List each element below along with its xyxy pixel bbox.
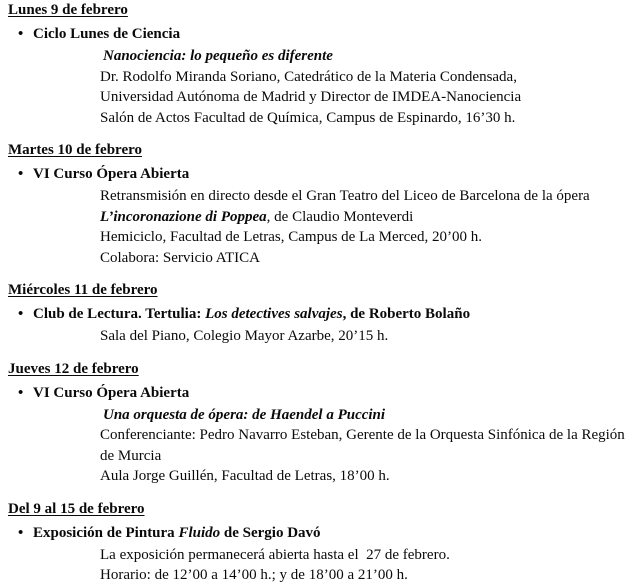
event-title <box>0 164 640 185</box>
detail-text-post: , de Claudio Monteverdi <box>266 208 414 225</box>
event-details <box>0 186 640 268</box>
event-title-text: VI Curso Ópera Abierta <box>33 384 190 401</box>
event-work-title: Una orquesta de ópera: de Haendel a Puccini <box>103 406 386 423</box>
day-heading <box>0 499 640 519</box>
day-heading-text: Martes 10 de febrero <box>8 142 142 158</box>
day-section-miercoles <box>0 280 640 347</box>
day-heading-text: Lunes 9 de febrero <box>8 2 128 18</box>
event-entry <box>0 304 640 347</box>
day-section-martes <box>0 140 640 268</box>
detail-text-emphasis: L’incoronazione di Poppea <box>100 208 267 225</box>
event-work-title: Nanociencia: lo pequeño es diferente <box>103 48 333 64</box>
event-title <box>0 523 640 544</box>
detail-line: Sala del Piano, Colegio Mayor Azarbe, 20’15 h. <box>100 328 389 344</box>
detail-line-rich <box>100 186 634 227</box>
event-title-text-post: de Sergio Davó <box>220 524 321 541</box>
bullet-icon: • <box>18 524 24 541</box>
detail-line: Colabora: Servicio ATICA <box>100 249 260 266</box>
day-heading-text: Jueves 12 de febrero <box>8 360 139 377</box>
event-title-text: Exposición de Pintura <box>33 524 179 541</box>
event-title <box>0 24 640 45</box>
detail-line: Dr. Rodolfo Miranda Soriano, Catedrático de la Materia Condensada, <box>100 68 517 85</box>
event-entry <box>0 24 640 128</box>
event-details <box>0 545 640 586</box>
detail-line: Universidad Autónoma de Madrid y Director de IMDEA-Nanociencia <box>100 89 522 105</box>
bullet-icon: • <box>18 306 24 322</box>
detail-line: Aula Jorge Guillén, Facultad de Letras, 18’00 h. <box>100 468 390 484</box>
event-title-emphasis: Fluido <box>178 524 221 541</box>
event-details <box>0 46 640 128</box>
detail-line: Conferenciante: Pedro Navarro Esteban, Gerente de la Orquesta Sinfónica de la Región de Murcia <box>100 427 629 464</box>
day-heading-text: Miércoles 11 de febrero <box>8 282 158 298</box>
detail-line: La exposición permanecerá abierta hasta el 27 de febrero. <box>100 546 450 563</box>
detail-line: Hemiciclo, Facultad de Letras, Campus de La Merced, 20’00 h. <box>100 229 482 245</box>
detail-line: Salón de Actos Facultad de Química, Campus de Espinardo, 16’30 h. <box>100 109 516 126</box>
bullet-icon: • <box>18 384 24 401</box>
event-title-emphasis: Los detectives salvajes <box>205 306 343 322</box>
event-title-text-post: , de Roberto Bolaño <box>342 306 471 322</box>
day-heading <box>0 280 640 300</box>
event-title-text: VI Curso Ópera Abierta <box>33 166 190 182</box>
day-heading-text: Del 9 al 15 de febrero <box>8 500 145 517</box>
event-title <box>0 383 640 404</box>
event-details <box>0 326 640 347</box>
event-title <box>0 304 640 325</box>
day-section-jueves <box>0 359 640 487</box>
detail-line: Horario: de 12’00 a 14’00 h.; y de 18’00 a 21’00 h. <box>100 567 408 583</box>
day-heading <box>0 359 640 379</box>
bullet-icon: • <box>18 26 24 42</box>
event-entry <box>0 523 640 586</box>
detail-text-pre: Retransmisión en directo desde el Gran Teatro del Liceo de Barcelona de la ópera <box>100 188 594 204</box>
day-section-del-9-al-15 <box>0 499 640 586</box>
bullet-icon: • <box>18 166 24 182</box>
day-heading <box>0 140 640 160</box>
event-title-text: Ciclo Lunes de Ciencia <box>33 26 181 42</box>
event-details <box>0 405 640 487</box>
event-entry <box>0 383 640 487</box>
event-entry <box>0 164 640 268</box>
day-section-lunes <box>0 0 640 128</box>
event-title-text: Club de Lectura. Tertulia: <box>33 306 206 322</box>
day-heading <box>0 0 640 20</box>
